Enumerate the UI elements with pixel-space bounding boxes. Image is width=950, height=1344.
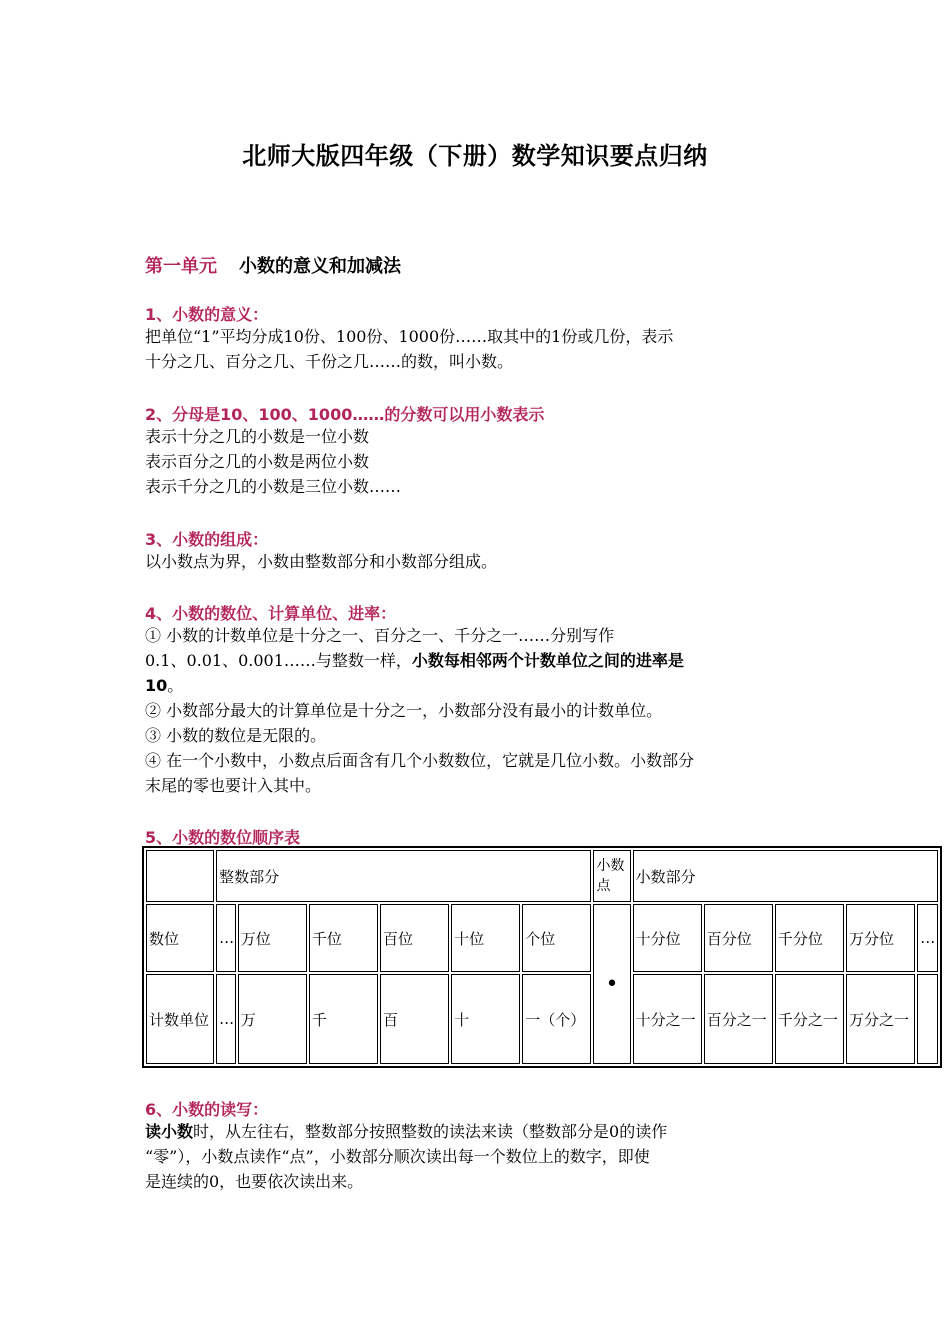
table-cell: 个位 [522, 904, 591, 972]
table-cell: 百位 [380, 904, 449, 972]
unit-heading [145, 252, 401, 278]
table-cell: 十位 [451, 904, 520, 972]
section-4-line-2 [145, 648, 684, 673]
table-cell: 千 [309, 974, 378, 1064]
section-6-line-3: 是连续的0，也要依次读出来。 [145, 1172, 364, 1191]
section-1-line-2: 十分之几、百分之几、千份之几……的数，叫小数。 [145, 352, 514, 371]
unit-name: 小数的意义和加减法 [239, 256, 401, 277]
place-value-table [142, 846, 942, 1068]
section-4-line-2-text: 0.1、0.01、0.001……与整数一样， [145, 651, 412, 670]
row-label-units: 计数单位 [146, 974, 214, 1064]
section-2-line-2: 表示百分之几的小数是两位小数 [145, 452, 370, 471]
integer-part-header: 整数部分 [216, 850, 591, 902]
section-1-heading: 1、小数的意义： [145, 305, 269, 324]
table-cell: 万位 [238, 904, 307, 972]
ellipsis-cell: … [216, 904, 236, 972]
empty-cell [917, 974, 938, 1064]
section-4-line-4: ② 小数部分最大的计算单位是十分之一，小数部分没有最小的计数单位。 [145, 701, 663, 720]
section-4-heading: 4、小数的数位、计算单位、进率： [145, 604, 397, 623]
document-title: 北师大版四年级（下册）数学知识要点归纳 [242, 142, 708, 170]
table-header-row [146, 850, 938, 902]
section-2-line-3: 表示千分之几的小数是三位小数…… [145, 477, 402, 496]
section-4-line-3-bold: 10 [145, 676, 168, 695]
decimal-point-dot: • [593, 904, 630, 1064]
section-6-line-2: “零”），小数点读作“点”，小数部分顺次读出每一个数位上的数字，即使 [145, 1147, 650, 1166]
decimal-part-header: 小数部分 [633, 850, 938, 902]
section-4-line-6: ④ 在一个小数中，小数点后面含有几个小数数位，它就是几位小数。小数部分 [145, 751, 695, 770]
section-1-line-1: 把单位“1”平均分成10份、100份、1000份……取其中的1份或几份，表示 [145, 327, 674, 346]
decimal-point-header: 小数点 [593, 850, 630, 902]
table-cell: 一（个） [522, 974, 591, 1064]
table-cell: 十分位 [633, 904, 702, 972]
section-4-line-3 [145, 673, 183, 698]
table-cell: 十分之一 [633, 974, 702, 1064]
section-4-line-1: ① 小数的计数单位是十分之一、百分之一、千分之一……分别写作 [145, 626, 615, 645]
table-cell: 十 [451, 974, 520, 1064]
section-5-heading: 5、小数的数位顺序表 [145, 828, 301, 847]
table-corner-cell [146, 850, 214, 902]
table-cell: 百 [380, 974, 449, 1064]
section-3-line-1: 以小数点为界，小数由整数部分和小数部分组成。 [145, 552, 498, 571]
table-cell: 百分位 [704, 904, 773, 972]
table-cell: 千分位 [775, 904, 844, 972]
section-3-heading: 3、小数的组成： [145, 530, 269, 549]
table-cell: 百分之一 [704, 974, 773, 1064]
table-row-units [146, 974, 938, 1064]
section-6-line-1-text: 时，从左往右，整数部分按照整数的读法来读（整数部分是0的读作 [193, 1122, 668, 1141]
table-cell: 千位 [309, 904, 378, 972]
section-6-line-1 [145, 1119, 667, 1144]
section-4-line-7: 末尾的零也要计入其中。 [145, 776, 322, 795]
row-label-places: 数位 [146, 904, 214, 972]
section-4-line-5: ③ 小数的数位是无限的。 [145, 726, 327, 745]
unit-number: 第一单元 [145, 256, 217, 277]
table-cell: 万 [238, 974, 307, 1064]
section-6-line-1-bold: 读小数 [145, 1122, 194, 1141]
ellipsis-cell: … [216, 974, 236, 1064]
section-4-line-2-bold: 小数每相邻两个计数单位之间的进率是 [411, 651, 684, 670]
ellipsis-cell: … [917, 904, 938, 972]
section-4-line-3-text: 。 [167, 676, 184, 695]
table-row-places [146, 904, 938, 972]
section-2-heading: 2、分母是10、100、1000……的分数可以用小数表示 [145, 405, 545, 424]
section-2-line-1: 表示十分之几的小数是一位小数 [145, 427, 370, 446]
table-cell: 万分之一 [846, 974, 915, 1064]
table-cell: 千分之一 [775, 974, 844, 1064]
table-cell: 万分位 [846, 904, 915, 972]
section-6-heading: 6、小数的读写： [145, 1100, 269, 1119]
